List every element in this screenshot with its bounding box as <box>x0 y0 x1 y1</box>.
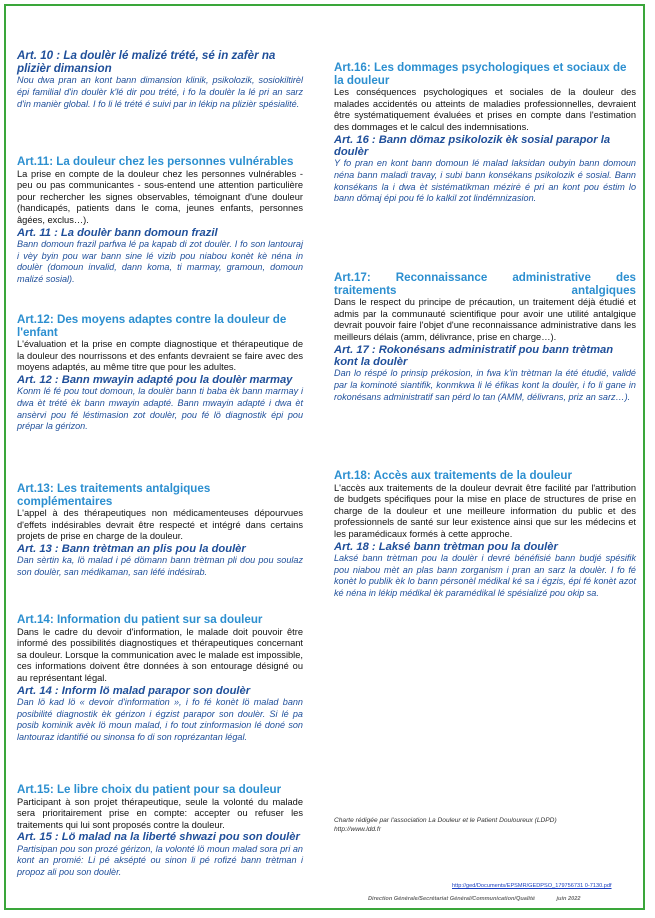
art10-kreol-text: Nou dwa pran an kont bann dimansion klinik, psikolozik, sosiokiltirèl épi familial d'in doulèr k'lé dir pou trété, i fo la doulèr la lé pri an sarz d'in manièr global. I fo li lé trété é suivi par in lékip na plizièr spésialité. <box>17 75 303 109</box>
art18-kreol-text: Laksé bann trètman pou la doulèr i devré bénéfisié bann budjé spésifik pou niabou mèt an plas bann zorganism i pran an sarz la doulèr. I fo fé konèt lo publik èk lo bann pérsonèl médikal ké sa i égzis, épi fé konèt azot ké néna in lékip médikal èk paramédikal lé spésializé pou okip sa. <box>334 552 636 599</box>
art16-french-text: Les conséquences psychologiques et sociales de la douleur des malades accidentés ou atteints de maladies professionnelles, devraient être systématiquement évaluées et prises en compte dans l'estimation des dommages et le calcul des indemnisations. <box>334 87 636 132</box>
charter-credit <box>334 816 624 834</box>
article-16 <box>334 62 636 205</box>
art16-kreol-title: Art. 16 : Bann dömaz psikolozik èk sosial parapor la doulèr <box>334 133 611 158</box>
art15-kreol-text: Partisipan pou son prozé gérizon, la volonté lö moun malad sora pri an kont an promié: Li pé aksépté ou sinon li pé rofizé bann trètman i propoz ali pou son doulèr. <box>17 843 303 878</box>
art11-kreol-text: Bann domoun frazil parfwa lé pa kapab di zot doulèr. I fo son lantouraj i vèy byin pou war bann sine lé vizib pou niabou konèt kè néna in doulèr (domoun invalid, dann koma, ti marmay, gramoun, domoun malizé sosial). <box>17 238 303 285</box>
art13-french-text: L'appel à des thérapeutiques non médicamenteuses dépourvues d'effets indésirables devrait être respecté et intégré dans certains projets de prise en charge de la douleur. <box>17 508 303 542</box>
art12-kreol-title: Art. 12 : Bann mwayin adapté pou la doulèr marmay <box>17 373 293 386</box>
art15-french-title: Art.15: Le libre choix du patient pour sa douleur <box>17 783 282 796</box>
footer <box>368 896 580 902</box>
art16-french-title: Art.16: Les dommages psychologiques et sociaux de la douleur <box>334 61 627 87</box>
article-18 <box>334 470 636 600</box>
art13-kreol-title: Art. 13 : Bann trètman an plis pou la doulèr <box>17 542 246 555</box>
article-10 <box>17 50 303 110</box>
art17-french-title: Art.17: Reconnaissance administrative des traitements antalgiques <box>334 271 636 297</box>
credit-url[interactable]: http://www.ldd.fr <box>334 826 381 833</box>
art12-french-title: Art.12: Des moyens adaptes contre la douleur de l'enfant <box>17 313 287 339</box>
art14-french-title: Art.14: Information du patient sur sa douleur <box>17 613 263 626</box>
art13-french-title: Art.13: Les traitements antalgiques complémentaires <box>17 482 211 508</box>
art14-french-text: Dans le cadre du devoir d'information, le malade doit pouvoir être informé des possibilités diagnostiques et thérapeutiques concernant sa douleur. Lorsque la communication avec le malade est impossible, ces informations doivent être données à son entourage désigné ou au représentant légal. <box>17 626 303 683</box>
art10-kreol-title: Art. 10 : La doulèr lé malizé trété, sé in zafèr na plizièr dimansion <box>17 49 276 75</box>
document-link[interactable]: http://ged/Documents/EPSMR/GEDPSO_179756731 0-7130.pdf <box>452 883 612 889</box>
art18-kreol-title: Art. 18 : Laksé bann trètman pou la doulèr <box>334 540 558 553</box>
art18-french-title: Art.18: Accès aux traitements de la douleur <box>334 469 572 482</box>
art15-kreol-title: Art. 15 : Lö malad na la liberté shwazi pou son doulèr <box>17 831 300 844</box>
article-13 <box>17 483 303 579</box>
article-14 <box>17 614 303 744</box>
article-15 <box>17 784 303 879</box>
article-12 <box>17 314 303 433</box>
art16-kreol-text: Y fo pran en kont bann domoun lé malad laksidan oubyin bann domoun néna bann maladi travay, i subi bann konsékans psikolozik é sosial. Bann konsékans la i dwa èt sistématikman mézirė é pri an kont pou éstim lo bann dömaj épi pou fé lo kalkil zot lindémnizasion. <box>334 158 636 204</box>
art11-french-text: La prise en compte de la douleur chez les personnes vulnérables - peu ou pas communicantes - sous-entend une attention particulière pour rechercher les signes observables, témoignant d'une douleur (handicapés, patients dans le coma, jeunes enfants, personnes âgées, exclus…). <box>17 168 303 225</box>
art14-kreol-text: Dan lö kad lö « devoir d'information », i fo fé konèt lö malad bann posibilité diagnostik èk gérizon i égzist parapor son doulèr. Si lé pa posib kominik avèk lö moun malad, i fo tout zinformasion lé doné son lantouraz idantifié ou sinonsa fo di son roprézantan légal. <box>17 696 303 743</box>
art13-kreol-text: Dan sèrtin ka, lö malad i pé dömann bann trètman pli dou pou soulaz son doulèr, san médikaman, san léfé indésirab. <box>17 555 303 578</box>
art11-french-title: Art.11: La douleur chez les personnes vulnérables <box>17 155 294 168</box>
art12-kreol-text: Konm lé fé pou tout domoun, la doulèr bann ti baba èk bann marmay i dwa èt trété èk bann mwayin adapté. Bann mwayin adapté i dwa èt ansèrvi pou fé léstimasion zot doulèr, pou fé lö diagnostik épi pou prépar la gérizon. <box>17 386 303 432</box>
art12-french-text: L'évaluation et la prise en compte diagnostique et thérapeutique de la douleur des nourrissons et des enfants devraient se faire avec des moyens adaptés, au même titre que pour les adultes. <box>17 339 303 373</box>
article-17 <box>334 272 636 403</box>
article-11 <box>17 156 303 286</box>
art17-kreol-text: Dan lo réspé lo prinsip prékosion, in fwa k'in trètman la été étudié, validé par la kominoté siantifik, konmkwa li lé éfikas kont la doulèr, i fo li gane in rokonésans administratif san pérd lo tan (AMM, délivrans, priz an sarz…). <box>334 368 636 402</box>
footer-department: Direction Générale/Secrétariat Général/Communication/Qualité <box>368 896 535 902</box>
art11-kreol-title: Art. 11 : La doulèr bann domoun frazil <box>17 226 218 239</box>
art14-kreol-title: Art. 14 : Inform lö malad parapor son doulèr <box>17 684 251 697</box>
art15-french-text: Participant à son projet thérapeutique, seule la volonté du malade sera prioritairement prise en compte: accepter ou refuser les traitements qui lui sont proposés contre la douleur. <box>17 796 303 830</box>
footer-date: juin 2022 <box>556 896 581 902</box>
art17-kreol-title: Art. 17 : Rokonésans administratif pou bann trètman kont la doulèr <box>334 343 614 368</box>
credit-line: Charte rédigée par l'association La Douleur et le Patient Douloureux (LDPD) <box>334 817 557 824</box>
art17-french-text: Dans le respect du principe de précaution, un traitement déjà étudié et admis par la communauté scientifique pour avoir une utilité antalgique devrait pouvoir faire l'objet d'une reconnaissance administrative dans les meilleurs délais (amm, délivrance, prise en charge…). <box>334 297 636 342</box>
art18-french-text: L'accès aux traitements de la douleur devrait être facilité par l'attribution de budgets spécifiques pour la mise en place de structures de prise en charge de la douleur et une meilleure information du public et des professionnels de santé sur leur existence ainsi que sur les médecins et les paramédicaux formés à cette approche. <box>334 482 636 539</box>
